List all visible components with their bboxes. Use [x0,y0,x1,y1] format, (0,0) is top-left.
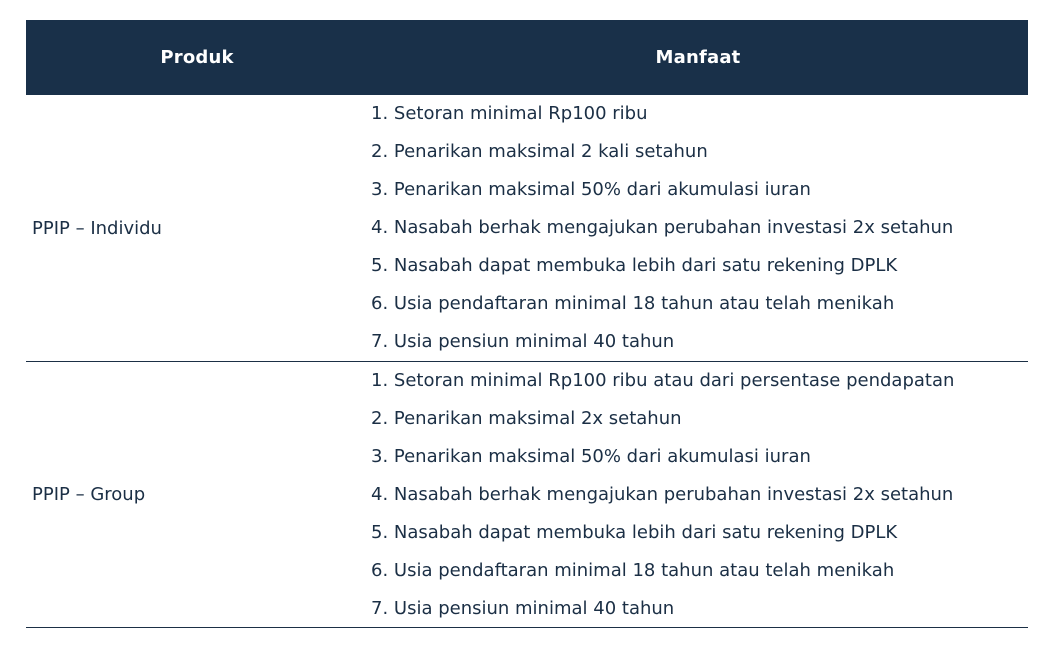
benefit-list [368,95,1028,361]
benefit-item: 3. Penarikan maksimal 50% dari akumulasi iuran [371,179,811,200]
table-row [26,362,1028,628]
product-name: PPIP – Group [32,484,146,505]
benefit-item: 4. Nasabah berhak mengajukan perubahan investasi 2x setahun [371,217,954,238]
benefit-item: 3. Penarikan maksimal 50% dari akumulasi iuran [371,445,811,467]
product-name: PPIP – Individu [32,217,162,239]
benefit-item: 1. Setoran minimal Rp100 ribu atau dari persentase pendapatan [371,369,955,391]
table-row [26,95,1028,362]
benefit-item: 5. Nasabah dapat membuka lebih dari satu rekening DPLK [371,521,898,543]
benefit-item: 6. Usia pendaftaran minimal 18 tahun atau telah menikah [371,559,895,581]
benefits-table [26,20,1028,628]
benefit-item: 5. Nasabah dapat membuka lebih dari satu rekening DPLK [371,255,898,276]
benefit-item: 2. Penarikan maksimal 2x setahun [371,407,682,429]
benefit-item: 1. Setoran minimal Rp100 ribu [371,103,648,124]
benefit-item: 6. Usia pendaftaran minimal 18 tahun atau telah menikah [371,293,895,314]
benefit-item: 4. Nasabah berhak mengajukan perubahan investasi 2x setahun [371,483,954,505]
benefit-item: 7. Usia pensiun minimal 40 tahun [371,597,675,619]
benefit-item: 7. Usia pensiun minimal 40 tahun [371,331,675,352]
benefit-item: 2. Penarikan maksimal 2 kali setahun [371,141,708,162]
column-header-manfaat: Manfaat [655,47,741,68]
table-header [26,20,1028,95]
benefit-list [368,362,1028,628]
column-header-produk: Produk [160,47,234,68]
